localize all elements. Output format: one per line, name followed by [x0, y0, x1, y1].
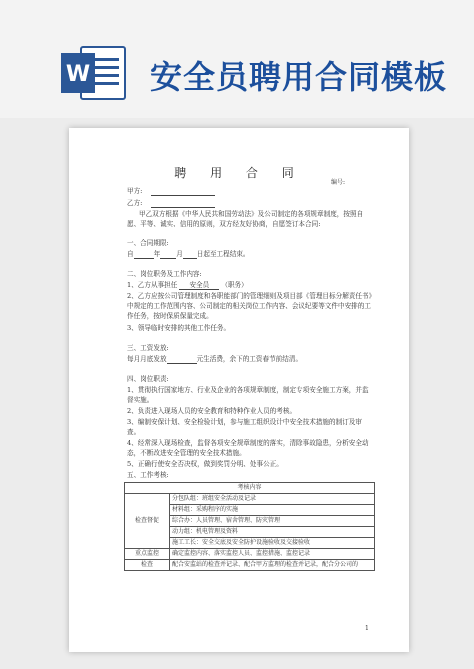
assessment-table	[124, 482, 375, 571]
intro-paragraph: 甲乙双方根据《中华人民共和国劳动法》及公司制定的各项规章制度，按照自愿、平等、诚实、信用的原则，双方经友好协商，自愿签订本合同:	[127, 210, 364, 229]
duty-item: 3、编制安保计划、安全检验计划，参与施工组织设计中安全技术措施的制订及审查。	[127, 418, 362, 437]
term-day-blank	[183, 251, 197, 259]
word-icon-letter: W	[65, 62, 91, 87]
category-cell: 检查	[125, 560, 170, 571]
position-item-3: 3、领导临时安排的其他工作任务。	[127, 324, 231, 332]
position-value: 安全员	[179, 281, 219, 290]
table-cell: 确定监控内容、落实监控人员、监控措施、监控记录	[170, 549, 375, 560]
table-cell: 材料组：采购程序的实施	[170, 505, 375, 516]
table-row	[125, 549, 375, 560]
party-b-label: 乙方:	[127, 199, 143, 207]
wage-heading: 三、工资发放:	[127, 344, 169, 352]
term-month: 月	[176, 250, 183, 258]
term-line	[127, 249, 250, 259]
wage-blank	[167, 356, 197, 364]
wage-line	[127, 354, 302, 364]
position-item-1	[127, 280, 248, 290]
party-a-label: 甲方:	[127, 187, 143, 195]
assessment-heading: 五、工作考核:	[127, 471, 169, 479]
duties-heading: 四、岗位职责:	[127, 375, 169, 383]
category-cell: 检查督促	[125, 494, 170, 549]
assessment-table-header: 考核内容	[125, 483, 375, 494]
term-month-blank	[160, 251, 176, 259]
position-item-1-prefix: 1、乙方从事担任	[127, 281, 178, 289]
word-document-icon	[59, 44, 129, 102]
position-heading: 二、岗位职务及工作内容:	[127, 270, 202, 278]
page-number: 1	[365, 625, 369, 632]
table-row	[125, 483, 375, 494]
party-a-blank	[151, 188, 215, 196]
table-cell: 配合安监站的检查并记录、配合甲方监理的检查并记录，配合分公司的	[170, 560, 375, 571]
term-year-blank	[134, 251, 154, 259]
table-row	[125, 560, 375, 571]
document-title: 聘 用 合 同	[174, 166, 304, 180]
party-b-blank	[151, 200, 215, 208]
banner	[0, 0, 474, 118]
term-year: 年	[153, 250, 161, 258]
term-from: 自	[127, 250, 134, 258]
table-cell: 分包队组：班组安全活动及记录	[170, 494, 375, 505]
document-page	[69, 128, 409, 652]
duty-item: 2、负责进入现场人员的安全教育和特种作业人员的考核。	[127, 407, 297, 415]
page-title: 安全员聘用合同模板	[150, 58, 448, 96]
term-end: 日起至工程结束。	[196, 250, 250, 258]
duty-item: 5、正确行使安全否决权，做到奖罚分明、处事公正。	[127, 460, 283, 468]
table-cell: 动力组：机电管理及资料	[170, 527, 375, 538]
table-cell: 施工工长：安全交底及安全防护设施验收及交接验收	[170, 538, 375, 549]
duty-item: 1、贯彻执行国家地方、行业及企业的各项规章制度，制定专项安全施工方案，并监督实施。	[127, 386, 369, 405]
category-cell: 重点监控	[125, 549, 170, 560]
position-item-1-suffix: （职务）	[221, 281, 248, 289]
term-heading: 一、合同期限:	[127, 239, 169, 247]
wage-suffix: 元生活费，余下的工资春节前结清。	[196, 355, 303, 363]
table-row	[125, 494, 375, 505]
position-item-2: 2、乙方应按公司管理制度和各职能部门的管理细则及项目部《管理目标分解责任书》中规定的工作范围内容、公司制定的相关岗位工作内容、会议纪要等文件中安排的工作任务，按时保质保量完成。	[127, 292, 372, 321]
duty-item: 4、经常深入现场检查，监督各项安全规章制度的落实，清除事故隐患，分析安全动态，不断改进安全管理的安全技术措施。	[127, 439, 369, 458]
document-number-label: 编号:	[331, 179, 346, 186]
party-b-line	[127, 198, 215, 208]
table-cell: 综合办：人员管理、宿舍管理、防灾管理	[170, 516, 375, 527]
party-a-line	[127, 186, 215, 196]
wage-prefix: 每月月底发放	[127, 355, 167, 363]
